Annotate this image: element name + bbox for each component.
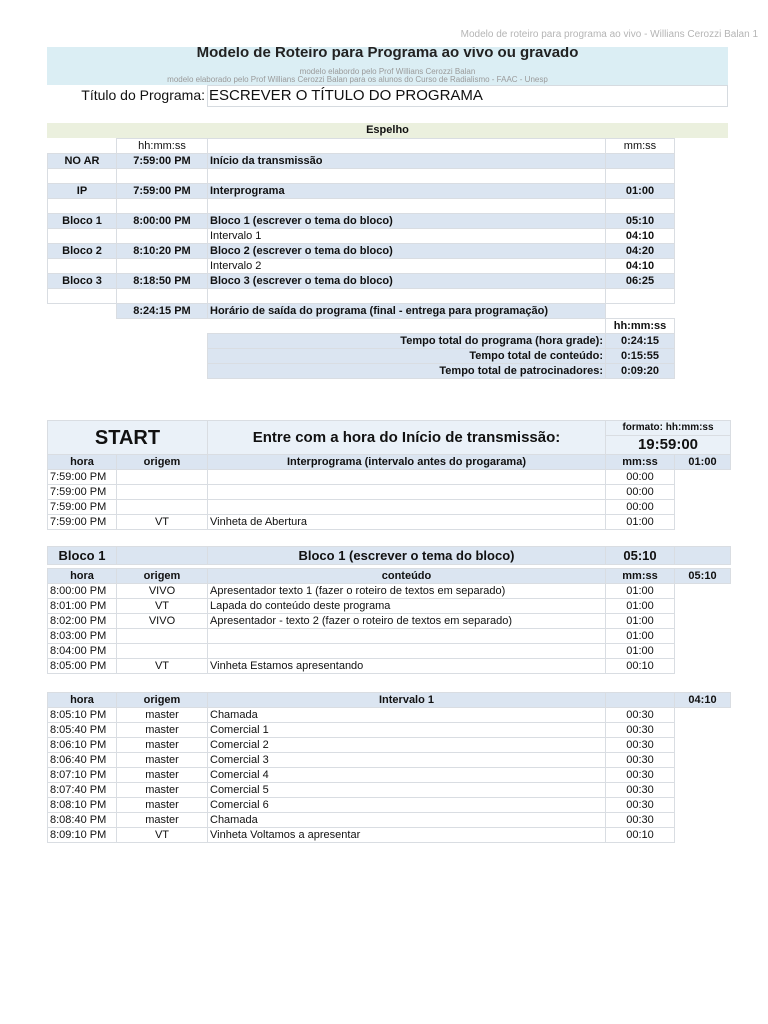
row-description[interactable]: Chamada	[208, 708, 606, 723]
row-hora: 8:01:00 PM	[48, 599, 117, 614]
col-header-desc: conteúdo	[208, 569, 606, 584]
start-prompt: Entre com a hora do Início de transmissão:	[208, 421, 606, 455]
row-label	[48, 169, 117, 184]
row-duration[interactable]: 01:00	[606, 584, 675, 599]
col-header-duration: mm:ss	[606, 139, 675, 154]
row-description[interactable]: Intervalo 2	[208, 259, 606, 274]
row-duration[interactable]: 01:00	[606, 644, 675, 659]
col-header-duration: mm:ss	[606, 569, 675, 584]
row-description[interactable]: Vinheta Voltamos a apresentar	[208, 828, 606, 843]
row-origem[interactable]: VIVO	[117, 584, 208, 599]
row-label: Bloco 3	[48, 274, 117, 289]
row-description[interactable]: Chamada	[208, 813, 606, 828]
row-duration[interactable]: 01:00	[606, 629, 675, 644]
row-duration[interactable]: 01:00	[606, 599, 675, 614]
row-description[interactable]: Apresentador texto 1 (fazer o roteiro de textos em separado)	[208, 584, 606, 599]
empty-cell	[675, 485, 731, 500]
table-row	[48, 515, 731, 530]
row-origem[interactable]: master	[117, 738, 208, 753]
table-row	[48, 644, 731, 659]
row-duration[interactable]: 00:30	[606, 723, 675, 738]
espelho-row	[48, 289, 675, 304]
row-origem[interactable]: VT	[117, 659, 208, 674]
row-label	[48, 259, 117, 274]
start-table	[47, 420, 731, 530]
col-header-time: hh:mm:ss	[117, 139, 208, 154]
espelho-row	[48, 154, 675, 169]
row-duration[interactable]: 04:20	[606, 244, 675, 259]
row-origem[interactable]: master	[117, 708, 208, 723]
col-header-hora: hora	[48, 693, 117, 708]
row-hora: 8:00:00 PM	[48, 584, 117, 599]
row-origem[interactable]: master	[117, 798, 208, 813]
bloco1-col-headers	[48, 569, 731, 584]
empty-cell	[117, 547, 208, 565]
row-time	[117, 229, 208, 244]
empty-cell	[675, 798, 731, 813]
empty-cell	[675, 708, 731, 723]
row-origem[interactable]: master	[117, 753, 208, 768]
table-row	[48, 828, 731, 843]
row-hora: 8:06:40 PM	[48, 753, 117, 768]
row-duration[interactable]: 00:10	[606, 659, 675, 674]
row-description[interactable]: Comercial 1	[208, 723, 606, 738]
row-time: 8:24:15 PM	[117, 304, 208, 319]
espelho-header-row	[48, 139, 675, 154]
row-hora: 8:08:40 PM	[48, 813, 117, 828]
table-row	[48, 470, 731, 485]
row-time: 8:00:00 PM	[117, 214, 208, 229]
table-row	[48, 599, 731, 614]
row-description[interactable]: Vinheta Estamos apresentando	[208, 659, 606, 674]
title-band	[47, 47, 728, 85]
row-duration[interactable]	[606, 199, 675, 214]
row-hora: 8:05:40 PM	[48, 723, 117, 738]
empty-cell	[675, 500, 731, 515]
empty-cell	[48, 334, 208, 349]
row-origem[interactable]	[117, 470, 208, 485]
row-time: 7:59:00 PM	[117, 154, 208, 169]
row-duration[interactable]: 01:00	[606, 515, 675, 530]
table-row	[48, 614, 731, 629]
empty-cell	[675, 599, 731, 614]
start-title: START	[48, 421, 208, 455]
row-description[interactable]: Intervalo 1	[208, 229, 606, 244]
empty-cell	[675, 738, 731, 753]
row-origem[interactable]	[117, 644, 208, 659]
bloco1-header-table	[47, 546, 731, 565]
table-row	[48, 485, 731, 500]
row-duration[interactable]: 04:10	[606, 259, 675, 274]
format-label: formato: hh:mm:ss	[606, 421, 731, 436]
row-description[interactable]: Bloco 1 (escrever o tema do bloco)	[208, 214, 606, 229]
row-description[interactable]: Bloco 3 (escrever o tema do bloco)	[208, 274, 606, 289]
row-origem[interactable]: VT	[117, 828, 208, 843]
row-description[interactable]	[208, 629, 606, 644]
row-description[interactable]	[208, 500, 606, 515]
col-header-duration	[606, 693, 675, 708]
row-description[interactable]	[208, 644, 606, 659]
row-duration[interactable]: 00:30	[606, 783, 675, 798]
row-duration[interactable]	[606, 154, 675, 169]
author-note-long: modelo elaborado pelo Prof Willians Cerozzi Balan para os alunos do Curso de Radialismo - FAAC - Unesp	[167, 75, 548, 84]
row-hora: 8:03:00 PM	[48, 629, 117, 644]
table-row	[48, 783, 731, 798]
row-time: 8:10:20 PM	[117, 244, 208, 259]
row-label	[48, 304, 117, 319]
row-origem[interactable]: master	[117, 783, 208, 798]
start-header-row	[48, 421, 731, 436]
total-value: 0:09:20	[606, 364, 675, 379]
row-hora: 8:07:40 PM	[48, 783, 117, 798]
empty-cell	[675, 644, 731, 659]
empty-cell	[675, 723, 731, 738]
intervalo1-table	[47, 692, 731, 843]
row-description[interactable]	[208, 289, 606, 304]
row-time	[117, 259, 208, 274]
row-description[interactable]	[208, 199, 606, 214]
row-description[interactable]: Comercial 5	[208, 783, 606, 798]
row-description[interactable]: Lapada do conteúdo deste programa	[208, 599, 606, 614]
row-duration[interactable]: 01:00	[606, 614, 675, 629]
row-label	[48, 199, 117, 214]
row-hora: 7:59:00 PM	[48, 500, 117, 515]
row-description[interactable]: Comercial 2	[208, 738, 606, 753]
espelho-row	[48, 214, 675, 229]
empty-cell	[675, 753, 731, 768]
table-row	[48, 723, 731, 738]
col-header-origem: origem	[117, 455, 208, 470]
col-header-desc: Intervalo 1	[208, 693, 606, 708]
row-origem[interactable]: master	[117, 813, 208, 828]
title-block	[47, 47, 728, 107]
col-header-desc: Interprograma (intervalo antes do progarama)	[208, 455, 606, 470]
row-duration[interactable]: 05:10	[606, 214, 675, 229]
row-duration[interactable]	[606, 289, 675, 304]
row-description[interactable]	[208, 485, 606, 500]
bloco1-title-row	[48, 547, 731, 565]
row-label: Bloco 2	[48, 244, 117, 259]
row-label	[48, 289, 117, 304]
row-description[interactable]: Interprograma	[208, 184, 606, 199]
row-description[interactable]: Início da transmissão	[208, 154, 606, 169]
empty-cell	[48, 139, 117, 154]
totals-header-row	[48, 319, 675, 334]
program-title-cell[interactable]: ESCREVER O TÍTULO DO PROGRAMA	[207, 85, 728, 107]
row-origem[interactable]	[117, 500, 208, 515]
espelho-header: Espelho	[47, 123, 728, 138]
bloco-duration: 05:10	[606, 547, 675, 565]
espelho-row	[48, 304, 675, 319]
program-title-row	[47, 85, 728, 107]
row-origem[interactable]	[117, 629, 208, 644]
section-total: 01:00	[675, 455, 731, 470]
empty-cell	[675, 470, 731, 485]
row-description[interactable]: Horário de saída do programa (final - entrega para programação)	[208, 304, 606, 319]
table-row	[48, 738, 731, 753]
table-row	[48, 584, 731, 599]
row-duration[interactable]: 06:25	[606, 274, 675, 289]
empty-cell	[675, 768, 731, 783]
row-duration[interactable]: 00:30	[606, 798, 675, 813]
row-duration	[606, 304, 675, 319]
row-hora: 7:59:00 PM	[48, 470, 117, 485]
empty-cell	[675, 614, 731, 629]
espelho-row	[48, 169, 675, 184]
row-description[interactable]: Bloco 2 (escrever o tema do bloco)	[208, 244, 606, 259]
row-description[interactable]: Apresentador - texto 2 (fazer o roteiro de textos em separado)	[208, 614, 606, 629]
section-total: 05:10	[675, 569, 731, 584]
row-origem[interactable]	[117, 485, 208, 500]
program-title-label: Título do Programa:	[81, 87, 205, 103]
row-duration[interactable]: 00:30	[606, 708, 675, 723]
row-hora: 8:09:10 PM	[48, 828, 117, 843]
row-label	[48, 229, 117, 244]
col-header-origem: origem	[117, 693, 208, 708]
row-duration[interactable]: 00:30	[606, 753, 675, 768]
total-value: 0:15:55	[606, 349, 675, 364]
row-hora: 8:05:00 PM	[48, 659, 117, 674]
bloco1-table	[47, 568, 731, 674]
row-origem[interactable]: master	[117, 768, 208, 783]
col-header-duration: mm:ss	[606, 455, 675, 470]
espelho-row	[48, 259, 675, 274]
totals-header: hh:mm:ss	[606, 319, 675, 334]
empty-cell	[675, 828, 731, 843]
row-origem[interactable]: VIVO	[117, 614, 208, 629]
row-label: NO AR	[48, 154, 117, 169]
row-hora: 7:59:00 PM	[48, 485, 117, 500]
row-description[interactable]: Comercial 4	[208, 768, 606, 783]
empty-cell	[675, 515, 731, 530]
row-hora: 8:02:00 PM	[48, 614, 117, 629]
espelho-row	[48, 184, 675, 199]
empty-cell	[675, 547, 731, 565]
intervalo1-col-headers	[48, 693, 731, 708]
row-description[interactable]	[208, 470, 606, 485]
row-duration[interactable]: 00:00	[606, 500, 675, 515]
row-duration[interactable]: 00:30	[606, 813, 675, 828]
bloco-title[interactable]: Bloco 1 (escrever o tema do bloco)	[208, 547, 606, 565]
row-duration[interactable]: 00:30	[606, 738, 675, 753]
row-time	[117, 199, 208, 214]
start-time-input[interactable]: 19:59:00	[606, 436, 731, 455]
row-time	[117, 289, 208, 304]
row-origem[interactable]: master	[117, 723, 208, 738]
author-note: modelo elabordo pelo Prof Willians Cerozzi Balan	[299, 67, 476, 76]
row-hora: 8:06:10 PM	[48, 738, 117, 753]
row-hora: 7:59:00 PM	[48, 515, 117, 530]
row-duration[interactable]: 04:10	[606, 229, 675, 244]
table-row	[48, 753, 731, 768]
total-value: 0:24:15	[606, 334, 675, 349]
col-header-hora: hora	[48, 569, 117, 584]
table-row	[48, 659, 731, 674]
table-row	[48, 500, 731, 515]
table-row	[48, 708, 731, 723]
row-description[interactable]: Vinheta de Abertura	[208, 515, 606, 530]
espelho-row	[48, 244, 675, 259]
empty-cell	[48, 319, 606, 334]
totals-row	[48, 349, 675, 364]
page-header: Modelo de roteiro para programa ao vivo - Willians Cerozzi Balan 1	[460, 29, 758, 40]
row-duration[interactable]: 00:00	[606, 470, 675, 485]
row-time	[117, 169, 208, 184]
row-duration[interactable]: 01:00	[606, 184, 675, 199]
row-time: 8:18:50 PM	[117, 274, 208, 289]
empty-cell	[675, 813, 731, 828]
row-description[interactable]: Comercial 3	[208, 753, 606, 768]
table-row	[48, 813, 731, 828]
row-duration[interactable]: 00:10	[606, 828, 675, 843]
row-hora: 8:04:00 PM	[48, 644, 117, 659]
espelho-table	[47, 138, 675, 379]
total-label: Tempo total de conteúdo:	[208, 349, 606, 364]
empty-cell	[48, 349, 208, 364]
row-label: Bloco 1	[48, 214, 117, 229]
espelho-row	[48, 199, 675, 214]
empty-cell	[675, 783, 731, 798]
row-duration[interactable]: 00:30	[606, 768, 675, 783]
totals-row	[48, 364, 675, 379]
row-hora: 8:08:10 PM	[48, 798, 117, 813]
row-label: IP	[48, 184, 117, 199]
col-header-origem: origem	[117, 569, 208, 584]
document-title: Modelo de Roteiro para Programa ao vivo ou gravado	[196, 47, 579, 61]
empty-cell	[48, 364, 208, 379]
table-row	[48, 768, 731, 783]
empty-cell	[675, 629, 731, 644]
totals-row	[48, 334, 675, 349]
section-total: 04:10	[675, 693, 731, 708]
row-hora: 8:07:10 PM	[48, 768, 117, 783]
espelho-row	[48, 274, 675, 289]
total-label: Tempo total do programa (hora grade):	[208, 334, 606, 349]
bloco-label: Bloco 1	[48, 547, 117, 565]
col-header-hora: hora	[48, 455, 117, 470]
row-hora: 8:05:10 PM	[48, 708, 117, 723]
table-row	[48, 798, 731, 813]
empty-cell	[208, 139, 606, 154]
row-time: 7:59:00 PM	[117, 184, 208, 199]
start-col-headers	[48, 455, 731, 470]
empty-cell	[675, 659, 731, 674]
row-duration[interactable]	[606, 169, 675, 184]
total-label: Tempo total de patrocinadores:	[208, 364, 606, 379]
row-origem[interactable]: VT	[117, 515, 208, 530]
espelho-row	[48, 229, 675, 244]
empty-cell	[675, 584, 731, 599]
table-row	[48, 629, 731, 644]
row-description[interactable]: Comercial 6	[208, 798, 606, 813]
row-origem[interactable]: VT	[117, 599, 208, 614]
row-description[interactable]	[208, 169, 606, 184]
row-duration[interactable]: 00:00	[606, 485, 675, 500]
